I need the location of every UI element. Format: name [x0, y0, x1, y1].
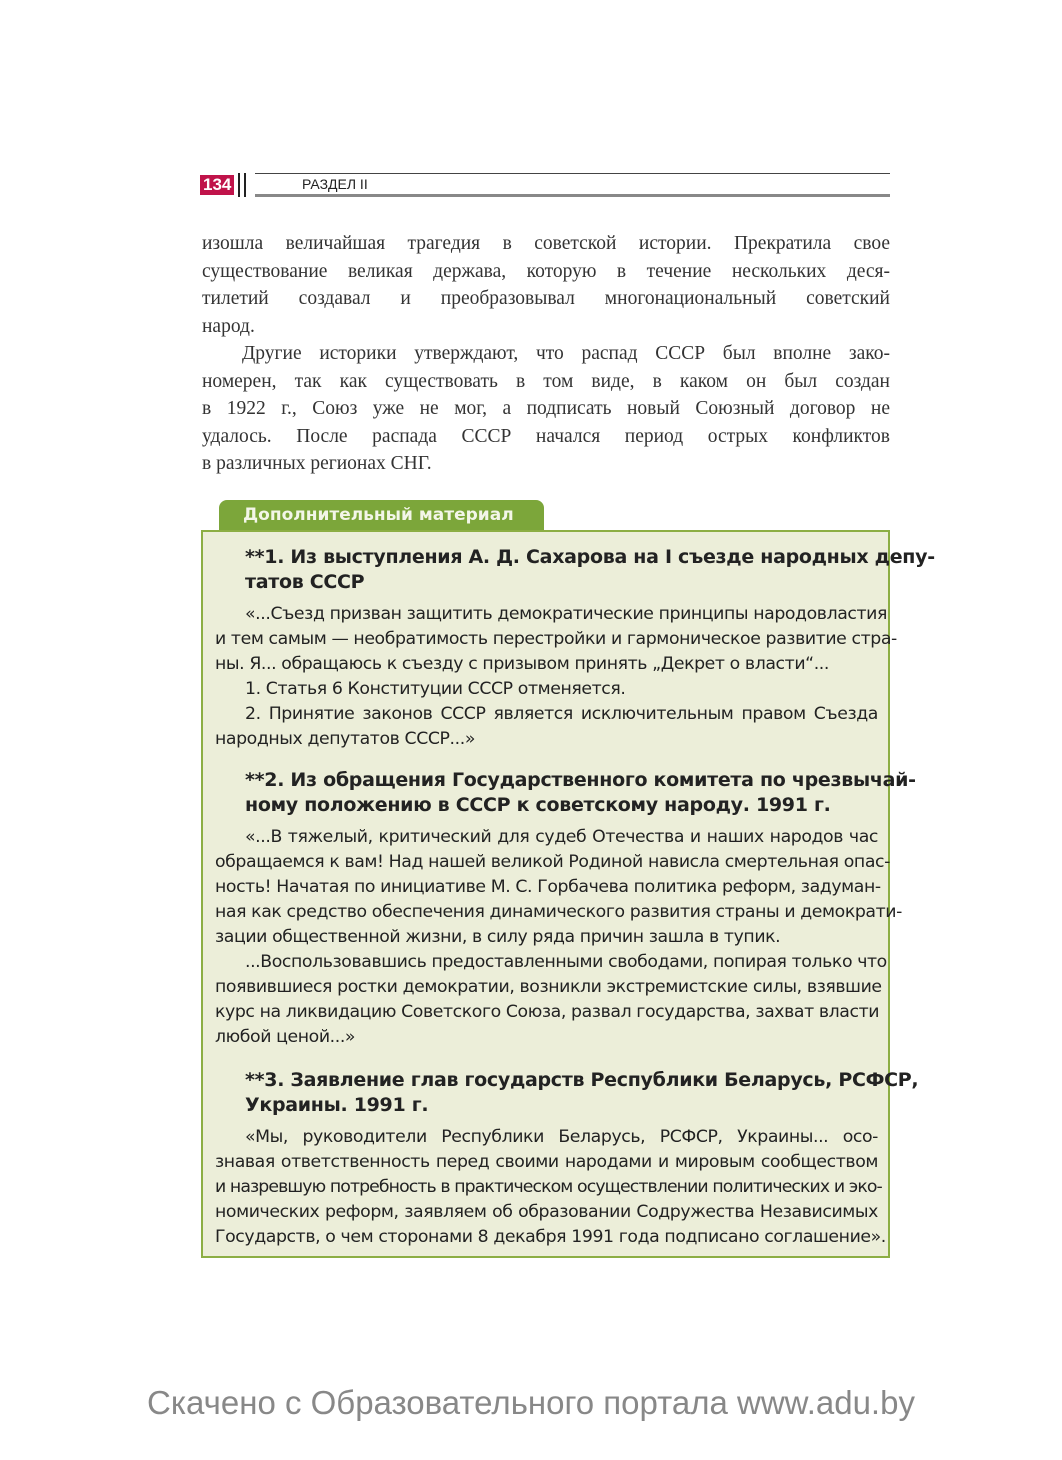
text-line: «Мы, руководители Республики Беларусь, РСФСР, Украины... осо- — [245, 1127, 878, 1147]
body-text — [202, 230, 890, 478]
header-rule — [255, 173, 890, 174]
text-line: обращаемся к вам! Над нашей великой Родиной нависла смертельная опас- — [215, 852, 890, 872]
text-line: номических реформ, заявляем об образовании Содружества Независимых — [215, 1202, 878, 1222]
text-line: номерен, так как существовать в том виде, в каком он был создан — [202, 370, 890, 392]
document-title: **2. Из обращения Государственного комитета по чрезвычай- — [245, 769, 916, 791]
document-title: Украины. 1991 г. — [245, 1094, 429, 1116]
text-line: знавая ответственность перед своими народами и мировым сообществом — [215, 1152, 878, 1172]
text-line: удалось. После распада СССР начался период острых конфликтов — [202, 425, 890, 447]
document-2 — [215, 768, 916, 1050]
text-line: «...Съезд призван защитить демократические принципы народовластия — [245, 604, 887, 624]
document-title: **3. Заявление глав государств Республики Беларусь, РСФСР, — [245, 1069, 919, 1091]
text-line: в 1922 г., Союз уже не мог, а подписать новый Союзный договор не — [202, 398, 890, 419]
header-rule — [255, 194, 890, 197]
document-1 — [215, 545, 935, 752]
text-line: Государств, о чем сторонами 8 декабря 1991 года подписано соглашение». — [215, 1227, 886, 1247]
text-line: и назревшую потребность в практическом осуществлении политических и эко- — [215, 1177, 882, 1197]
text-line: в различных регионах СНГ. — [202, 453, 432, 474]
text-line: любой ценой...» — [215, 1027, 356, 1047]
text-line: народных депутатов СССР...» — [215, 729, 475, 749]
additional-material-tab: Дополнительный материал — [219, 500, 544, 530]
document-3 — [215, 1068, 919, 1250]
text-line: народ. — [202, 315, 255, 337]
text-line: 1. Статья 6 Конституции СССР отменяется. — [245, 679, 626, 699]
text-line: 2. Принятие законов СССР является исключительным правом Съезда — [245, 704, 878, 724]
text-line: и тем самым — необратимость перестройки и гармоническое развитие стра- — [215, 629, 897, 649]
document-title: **1. Из выступления А. Д. Сахарова на I съезде народных депу- — [245, 546, 935, 568]
text-line: зации общественной жизни, в силу ряда причин зашла в тупик. — [215, 927, 781, 947]
document-title: татов СССР — [245, 571, 365, 593]
text-line: ность! Начатая по инициативе М. С. Горбачева политика реформ, задуман- — [215, 877, 881, 897]
text-line: ная как средство обеспечения динамического развития страны и демократи- — [215, 902, 902, 922]
header-divider — [238, 173, 246, 197]
text-line: изошла величайшая трагедия в советской истории. Прекратила свое — [202, 233, 890, 254]
page-number: 134 — [200, 175, 234, 195]
document-title: ному положению в СССР к советскому народу. 1991 г. — [245, 794, 831, 816]
text-line: ...Воспользовавшись предоставленными свободами, попирая только что — [245, 952, 887, 972]
text-line: курс на ликвидацию Советского Союза, развал государства, захват власти — [215, 1002, 880, 1022]
text-line: существование великая держава, которую в течение нескольких деся- — [202, 260, 890, 282]
text-line: ны. Я... обращаюсь к съезду с призывом принять „Декрет о власти“... — [215, 654, 829, 674]
running-header — [200, 173, 890, 197]
download-watermark: Скачено с Образовательного портала www.adu.by — [147, 1384, 915, 1421]
section-title: РАЗДЕЛ II — [302, 176, 368, 192]
text-line: тилетий создавал и преобразовывал многонациональный советский — [202, 288, 890, 309]
text-line: «...В тяжелый, критический для судеб Отечества и наших народов час — [245, 827, 878, 847]
text-line: Другие историки утверждают, что распад СССР был вполне зако- — [242, 343, 890, 364]
text-line: появившиеся ростки демократии, возникли экстремистские силы, взявшие — [215, 977, 882, 997]
